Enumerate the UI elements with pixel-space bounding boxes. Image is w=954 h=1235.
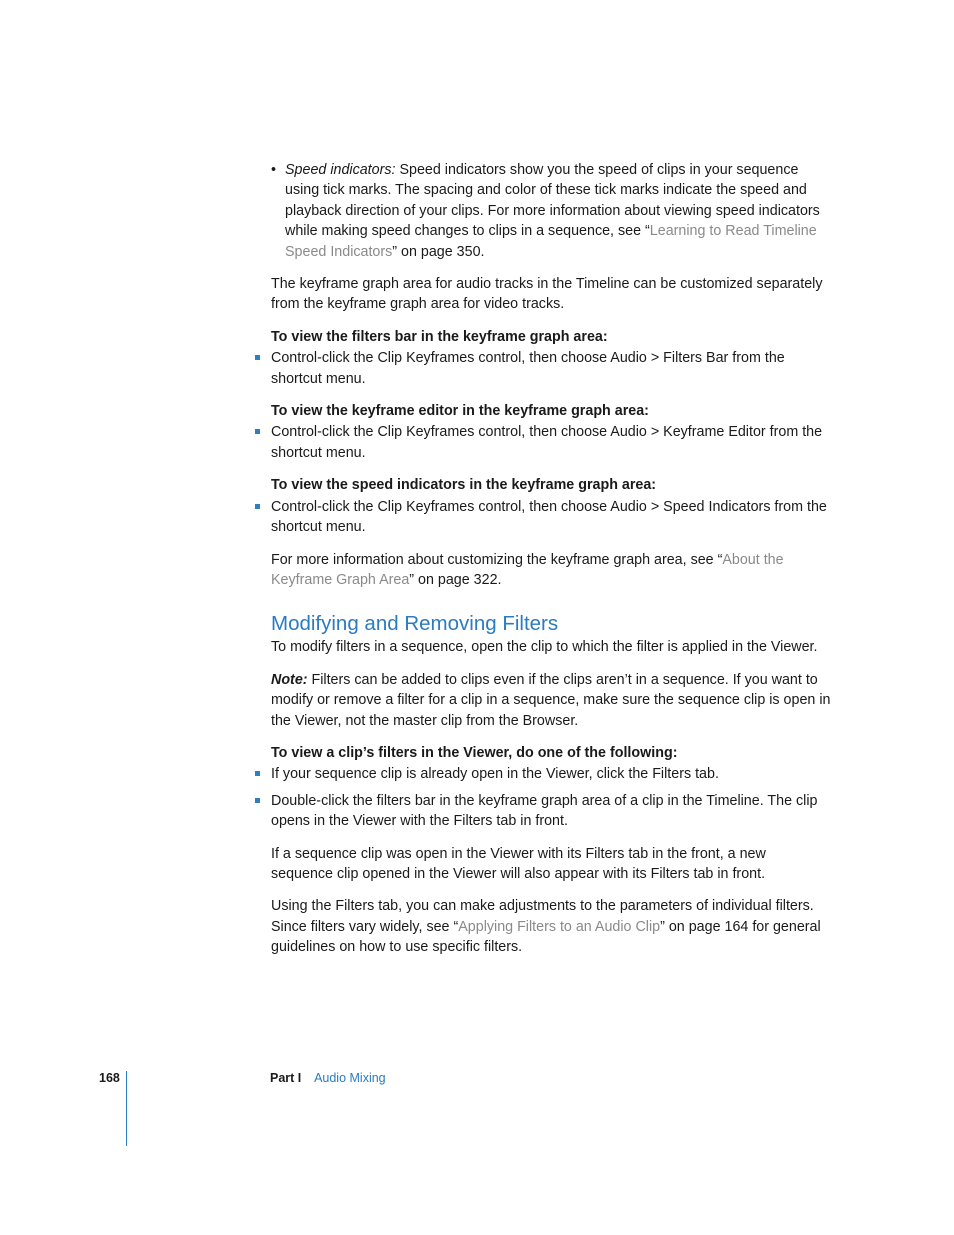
square-bullet-icon <box>255 771 260 776</box>
footer-divider <box>126 1071 127 1146</box>
footer-part-label: Part I <box>270 1071 302 1085</box>
speed-indicators-text: Speed indicators show you the speed of clips in your sequence using tick marks. The spacing and color of these tick marks indicate the speed and playback direction of your clips. For more information about viewing speed indicators while making speed changes to clips in a sequence, see “ <box>285 162 820 240</box>
step-item-text: Control-click the Clip Keyframes control, then choose Audio > Filters Bar from the shortcut menu. <box>271 350 785 387</box>
link-about-keyframe-graph-area[interactable]: About the Keyframe Graph Area <box>271 551 784 588</box>
audio-keyframe-paragraph: The keyframe graph area for audio tracks in the Timeline can be customized separately from the keyframe graph area for video tracks. <box>271 276 823 313</box>
square-bullet-icon <box>255 504 260 509</box>
step-heading-keyframe-editor: To view the keyframe editor in the keyframe graph area: <box>271 403 649 420</box>
using-filters-page-ref: ” on page 164 for general guidelines on how to use specific filters. <box>271 918 821 956</box>
section-intro: To modify filters in a sequence, open the clip to which the filter is applied in the Viewer. <box>271 639 818 656</box>
link-applying-filters-audio-clip[interactable]: Applying Filters to an Audio Clip <box>458 918 661 935</box>
speed-indicators-page-ref: ” on page 350. <box>392 243 485 260</box>
more-info-paragraph <box>271 550 831 591</box>
square-bullet-icon <box>255 798 260 803</box>
footer-part <box>270 1071 386 1085</box>
step-item-filters-bar <box>271 348 831 389</box>
step-item-filters-tab <box>271 764 831 784</box>
step-item-speed-indicators <box>271 497 831 538</box>
step-heading-view-filters: To view a clip’s filters in the Viewer, do one of the following: <box>271 744 678 761</box>
note-label: Note: <box>271 671 308 688</box>
square-bullet-icon <box>255 355 260 360</box>
link-learning-speed-indicators[interactable]: Learning to Read Timeline Speed Indicators <box>285 223 817 260</box>
bullet-dot: • <box>271 162 277 178</box>
step-item-text: If your sequence clip is already open in the Viewer, click the Filters tab. <box>271 766 719 783</box>
square-bullet-icon <box>255 429 260 434</box>
step-heading-filters-bar: To view the filters bar in the keyframe graph area: <box>271 328 608 345</box>
speed-indicators-bullet <box>271 160 831 262</box>
speed-indicators-label: Speed indicators: <box>285 162 396 178</box>
using-filters-text: Using the Filters tab, you can make adjustments to the parameters of individual filters. Since filters vary widely, see “ <box>271 898 814 935</box>
footer-section-link[interactable]: Audio Mixing <box>314 1071 386 1085</box>
more-info-page-ref: ” on page 322. <box>409 571 502 588</box>
sequence-clip-paragraph: If a sequence clip was open in the Viewer with its Filters tab in the front, a new sequence clip opened in the Viewer will also appear with its Filters tab in front. <box>271 845 766 882</box>
step-item-double-click <box>271 791 831 832</box>
page-content <box>271 160 831 970</box>
using-filters-paragraph <box>271 896 831 957</box>
step-item-text: Control-click the Clip Keyframes control, then choose Audio > Keyframe Editor from the shortcut menu. <box>271 424 823 461</box>
step-heading-speed-indicators: To view the speed indicators in the keyframe graph area: <box>271 477 657 494</box>
page-number: 168 <box>99 1071 120 1085</box>
step-item-keyframe-editor <box>271 422 831 463</box>
note-paragraph <box>271 670 831 731</box>
step-item-text: Control-click the Clip Keyframes control, then choose Audio > Speed Indicators from the shortcut menu. <box>271 498 827 536</box>
section-title: Modifying and Removing Filters <box>271 612 559 636</box>
step-item-text: Double-click the filters bar in the keyframe graph area of a clip in the Timeline. The clip opens in the Viewer with the Filters tab in front. <box>271 792 818 830</box>
note-text: Filters can be added to clips even if the clips aren’t in a sequence. If you want to modify or remove a filter for a clip in a sequence, make sure the sequence clip is open in the Viewer, not the master clip from the Browser. <box>271 671 831 729</box>
more-info-text: For more information about customizing the keyframe graph area, see “ <box>271 551 723 568</box>
